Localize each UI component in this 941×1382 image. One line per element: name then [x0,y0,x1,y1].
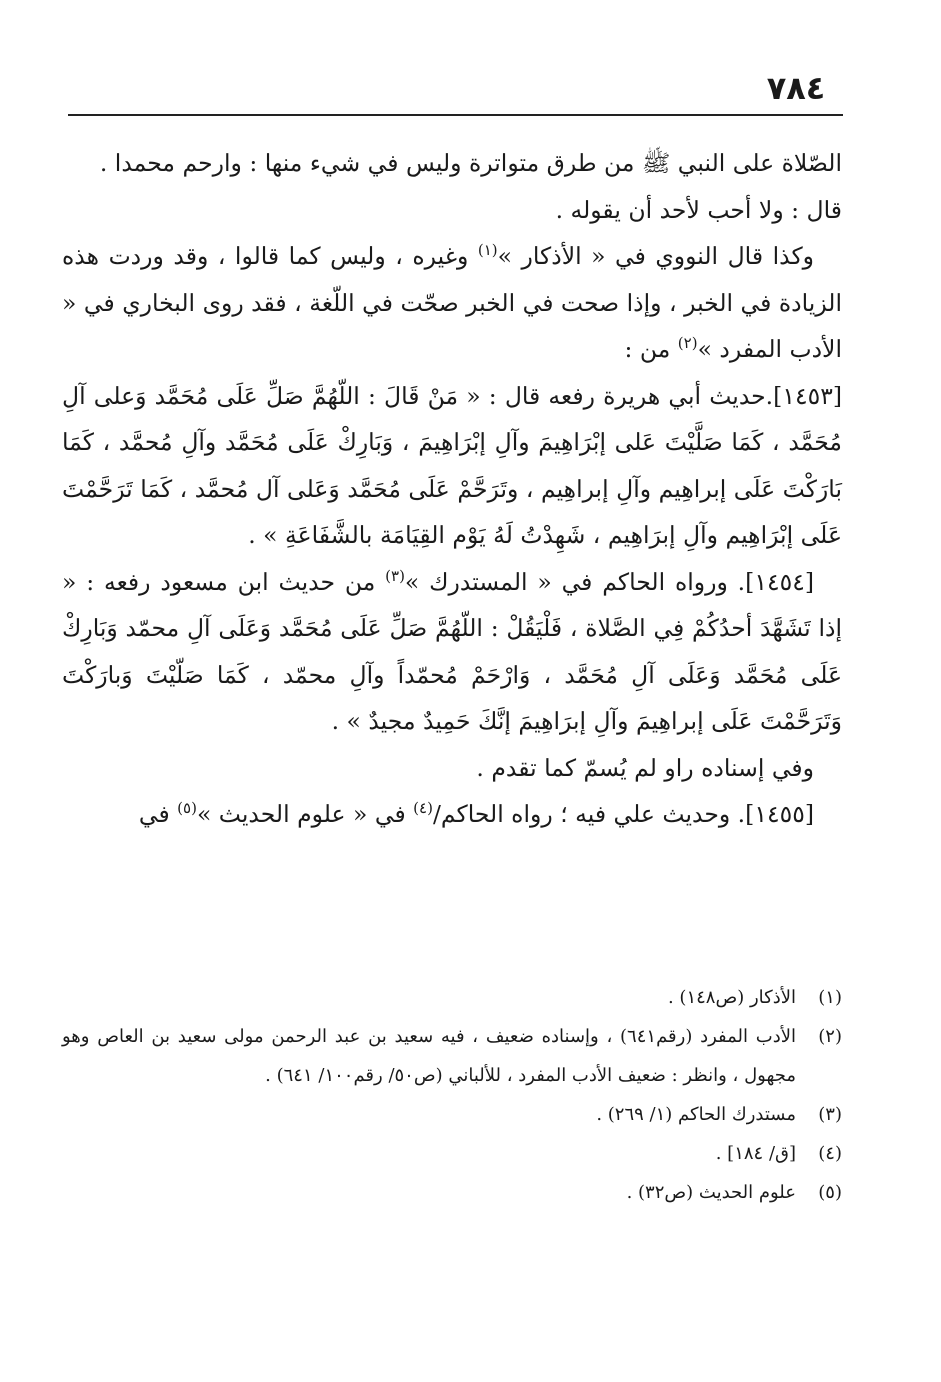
main-text [62,140,842,838]
footnote-item [62,1173,842,1212]
text-segment: . وحديث علي فيه ؛ رواه الحاكم/ [432,800,746,828]
footnote-marker[interactable]: (١) [477,241,498,260]
text-segment: من : [624,335,678,363]
footnote-item [62,1017,842,1095]
footnote-text: الأذكار (ص١٤٨) . [667,987,796,1008]
hadith-1453 [62,373,842,559]
text-segment: وفي إسناده راو لم يُسمّ كما تقدم . [476,753,814,782]
footnote-text: مستدرك الحاكم (١/ ٢٦٩) . [596,1104,796,1125]
text-line [62,745,842,792]
text-segment: وغيره ، وليس كما قالوا ، وقد وردت هذه الزيادة في الخبر ، وإذا صحت في الخبر صحّت في اللّغة ، فقد روى البخاري في « الأدب المفرد » [62,242,842,363]
footnotes [62,978,842,1212]
footnote-item [62,1095,842,1134]
text-segment: . ورواه الحاكم في « المستدرك » [404,567,746,596]
footnote-text: علوم الحديث (ص٣٢) . [626,1182,796,1203]
footnote-item [62,1134,842,1173]
footnote-marker[interactable]: (٥) [177,799,197,818]
footnote-number: (٢) [818,1026,842,1047]
footnote-text: [ق/ ١٨٤] . [715,1143,796,1164]
text-line [62,187,842,234]
footnote-number: (٣) [818,1104,842,1125]
footnote-marker[interactable]: (٤) [413,799,433,818]
header-rule [68,114,843,116]
footnote-number: (٤) [818,1143,842,1164]
hadith-text: .حديث أبي هريرة رفعه قال : « مَنْ قَالَ : اللّهُمَّ صَلِّ عَلَى مُحَمَّد وَعلى آلِ مُحَمَّد ، كَمَا صَلَّيْتَ عَلى إبْرَاهِيمَ وآلِ إبْرَاهِيمَ ، وَبَارِكْ عَلَى مُحَمَّد وآلِ مُحمَّد ، كَمَا بَارَكْتَ عَلَى إبراهِيم وآلِ إبراهِيم ، وتَرَحَّمْ عَلَى مُحَمَّد وَعَلى آل مُحمَّد ، كَمَا تَرَحَّمْتَ عَلَى إبْرَاهِيم وآلِ إبرَاهِيم ، شَهِدْتُ لَهُ يَوْم القِيَامَة بالشَّفَاعَةِ » . [62,381,842,549]
footnote-number: (١) [818,987,842,1008]
footnote-marker[interactable]: (٢) [677,334,698,353]
text-segment: وكذا قال النووي في « الأذكار » [497,242,814,270]
text-segment: في « علوم الحديث » [196,800,414,828]
hadith-number: [١٤٥٥] [745,800,814,828]
text-segment: الصّلاة على النبي ﷺ من طرق متواترة وليس في شيء منها : وارحم محمدا . [99,149,842,177]
hadith-text: من حديث ابن مسعود رفعه : « إذا تَشَهَّدَ أحدُكُمْ فِي الصَّلاة ، فَلْيَقُلْ : اللّهُمَّ صَلِّ عَلَى مُحَمَّد وَعَلَى آلِ محمّد وَبَارِكْ عَلَى مُحَمَّد وَعَلَى آلِ مُحَمَّد ، وَارْحَمْ مُحمّداً وآلِ محمّد ، كَمَا صَلّيْتَ وَبارَكْتَ وَتَرَحَّمْتَ عَلَى إبراهِيمَ وآلِ إبرَاهِيمَ إنَّكَ حَمِيدٌ مجيدٌ » . [62,567,842,735]
text-segment: في [138,800,178,828]
footnote-marker[interactable]: (٣) [385,566,405,585]
hadith-1454 [62,559,842,745]
footnote-text: الأدب المفرد (رقم٦٤١) ، وإسناده ضعيف ، فيه سعيد بن عبد الرحمن مولى سعيد بن العاص وهو مجهول ، وانظر : ضعيف الأدب المفرد ، للألباني (ص٥٠/ رقم١٠٠/ ٦٤١) . [62,1026,796,1086]
hadith-number: [١٤٥٣] [773,381,842,410]
hadith-number: [١٤٥٤] [745,567,814,596]
hadith-1455 [62,791,842,838]
text-segment: قال : ولا أحب لأحد أن يقوله . [555,195,842,224]
paragraph-nawawi [62,233,842,373]
text-line [62,140,842,187]
footnote-number: (٥) [818,1182,842,1203]
page-number: ٧٨٤ [766,69,826,107]
footnote-item [62,978,842,1017]
